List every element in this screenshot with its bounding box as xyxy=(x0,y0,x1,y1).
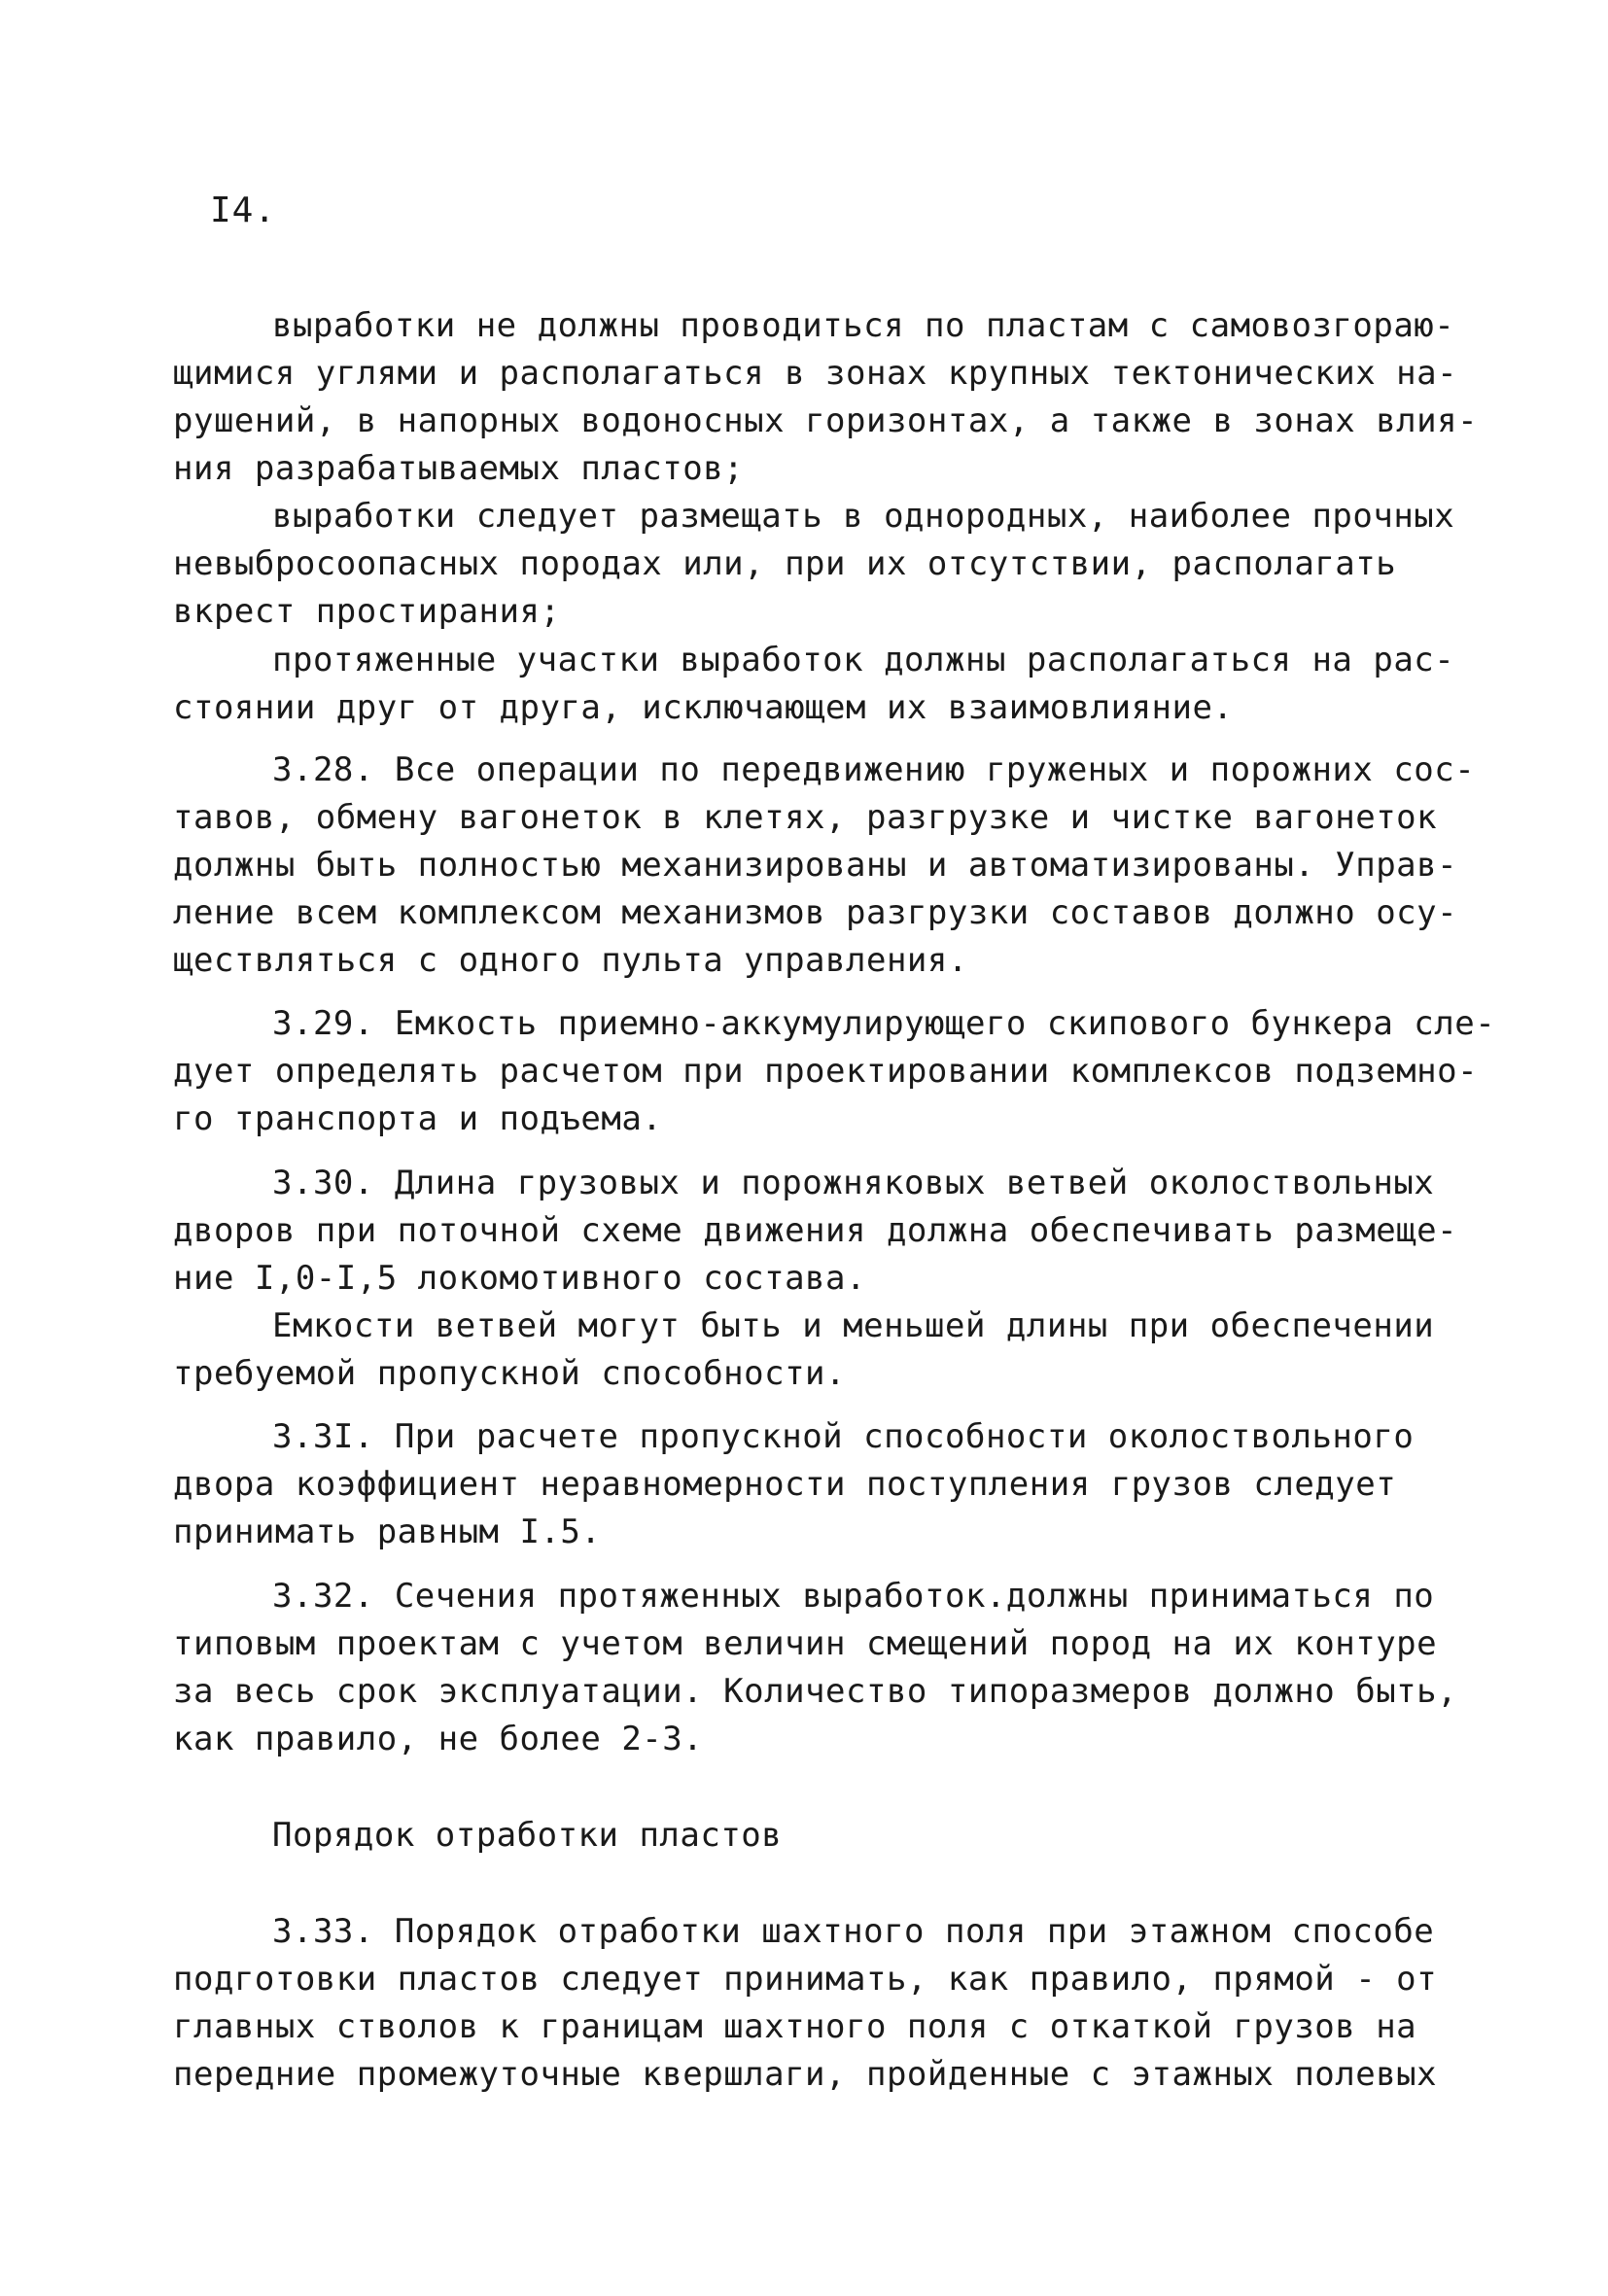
text-line: должны быть полностью механизированы и автоматизированы. Управ- xyxy=(173,846,1458,885)
text-line: как правило, не более 2-3. xyxy=(173,1720,704,1758)
text-line: вкрест простирания; xyxy=(173,592,561,631)
text-line: 3.28. Все операции по передвижению груженых и порожних сос- xyxy=(272,750,1476,789)
text-line: щимися углями и располагаться в зонах крупных тектонических на- xyxy=(173,354,1458,393)
text-line: требуемой пропускной способности. xyxy=(173,1354,847,1393)
text-line: тавов, обмену вагонеток в клетях, разгрузке и чистке вагонеток xyxy=(173,798,1438,837)
text-line: дворов при поточной схеме движения должна обеспечивать размеще- xyxy=(173,1211,1458,1250)
section-heading: Порядок отработки пластов xyxy=(272,1816,783,1855)
text-line: подготовки пластов следует принимать, как правило, прямой - от xyxy=(173,1960,1438,1999)
text-line: двора коэффициент неравномерности поступления грузов следует xyxy=(173,1465,1397,1504)
text-line: передние промежуточные квершлаги, пройденные с этажных полевых xyxy=(173,2055,1438,2094)
text-line: 3.30. Длина грузовых и порожняковых ветвей околоствольных xyxy=(272,1164,1435,1202)
text-line: стоянии друг от друга, исключающем их взаимовлияние. xyxy=(173,688,1234,727)
text-line: 3.3I. При расчете пропускной способности околоствольного xyxy=(272,1417,1415,1456)
text-line: ние I,0-I,5 локомотивного состава. xyxy=(173,1259,866,1298)
text-line: за весь срок эксплуатации. Количество типоразмеров должно быть, xyxy=(173,1672,1458,1711)
page-number: I4. xyxy=(210,191,277,230)
text-line: дует определять расчетом при проектировании комплексов подземно- xyxy=(173,1052,1479,1091)
text-line: выработки не должны проводиться по пластам с самовозгораю- xyxy=(272,306,1455,345)
text-line: 3.32. Сечения протяженных выработок.должны приниматься по xyxy=(272,1577,1435,1616)
text-line: 3.33. Порядок отработки шахтного поля при этажном способе xyxy=(272,1912,1435,1951)
text-line: выработки следует размещать в однородных, наиболее прочных xyxy=(272,497,1455,536)
text-line: типовым проектам с учетом величин смещений пород на их контуре xyxy=(173,1624,1438,1663)
text-line: ление всем комплексом механизмов разгрузки составов должно осу- xyxy=(173,893,1458,932)
text-line: ществляться с одного пульта управления. xyxy=(173,941,968,980)
text-line: Емкости ветвей могут быть и меньшей длины при обеспечении xyxy=(272,1306,1435,1345)
text-line: 3.29. Емкость приемно-аккумулирующего скипового бункера сле- xyxy=(272,1004,1496,1043)
text-line: ния разрабатываемых пластов; xyxy=(173,449,745,488)
text-line: невыбросоопасных породах или, при их отсутствии, располагать xyxy=(173,544,1397,583)
text-line: принимать равным I.5. xyxy=(173,1513,602,1551)
text-line: рушений, в напорных водоносных горизонтах, а также в зонах влия- xyxy=(173,401,1479,440)
text-line: протяженные участки выработок должны располагаться на рас- xyxy=(272,641,1455,679)
text-line: го транспорта и подъема. xyxy=(173,1099,663,1138)
text-line: главных стволов к границам шахтного поля с откаткой грузов на xyxy=(173,2007,1417,2046)
